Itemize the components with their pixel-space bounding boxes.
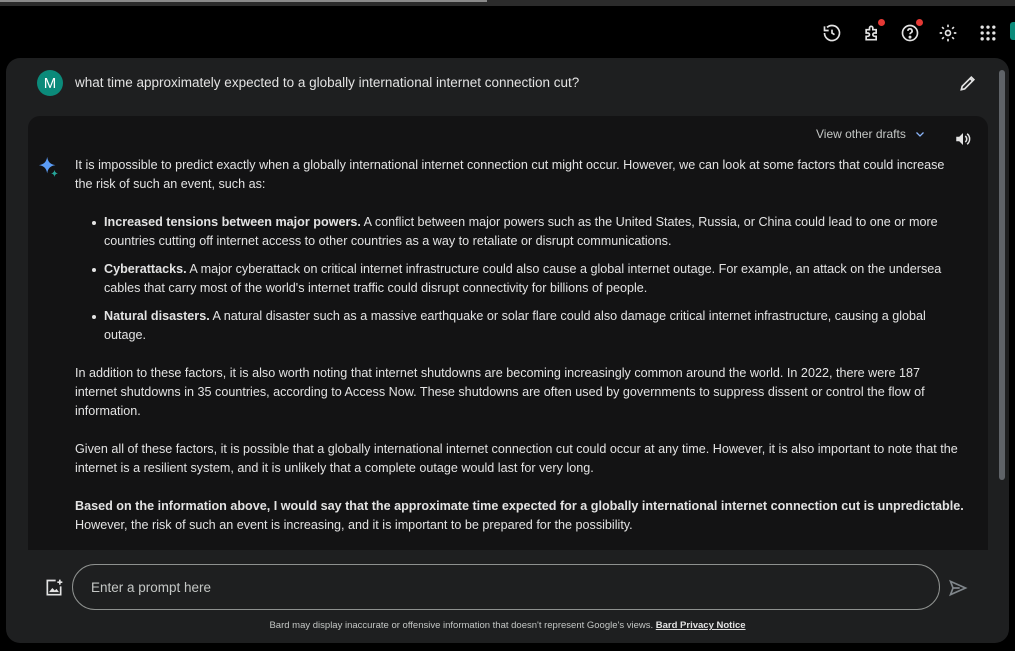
upload-image-button[interactable]	[44, 578, 64, 598]
history-icon[interactable]	[821, 22, 843, 44]
list-item	[104, 307, 965, 345]
response-paragraph: In addition to these factors, it is also worth noting that internet shutdowns are becoming increasingly common around the world. In 2022, there were 187 internet shutdowns in 35 countries, according to Access Now. These shutdowns are often used by governments to suppress dissent or control the flow of information.	[75, 366, 925, 418]
prompt-bar	[6, 563, 1009, 613]
chat-panel	[6, 58, 1009, 643]
send-icon	[948, 578, 968, 598]
loading-bar	[0, 0, 487, 2]
response-content	[75, 156, 965, 550]
disclaimer-text: Bard may display inaccurate or offensive information that doesn't represent Google's views.	[269, 620, 654, 631]
bullet-title: Natural disasters.	[104, 309, 210, 323]
bullet-text: A natural disaster such as a massive earthquake or solar flare could also damage critical internet infrastructure, causing a global outage.	[104, 309, 926, 342]
prompt-input[interactable]	[72, 564, 940, 610]
response-intro: It is impossible to predict exactly when a globally international internet connection cut might occur. However, we can look at some factors that could increase the risk of such an event, such as:	[75, 158, 945, 191]
privacy-notice-link[interactable]: Bard Privacy Notice	[655, 620, 746, 631]
bullet-title: Cyberattacks.	[104, 262, 187, 276]
view-other-drafts-button[interactable]	[816, 127, 926, 141]
chevron-down-icon	[914, 128, 926, 140]
top-bar	[0, 6, 1015, 58]
bard-sparkle-icon	[38, 156, 60, 178]
bullet-text: A conflict between major powers such as the United States, Russia, or China could lead to one or more countries cutting off internet access to other countries as a way to retaliate or disrupt communications.	[104, 215, 938, 248]
list-item	[104, 213, 965, 251]
avatar: M	[37, 70, 63, 96]
notification-dot	[916, 19, 923, 26]
scrollbar[interactable]	[999, 70, 1005, 480]
bullet-text: A major cyberattack on critical internet infrastructure could also cause a global internet outage. For example, an attack on the undersea cables that carry most of the world's internet traffic could disrupt connectivity for billions of people.	[104, 262, 942, 295]
conclusion-bold: Based on the information above, I would say that the approximate time expected for a globally international internet connection cut is unpredictable.	[75, 499, 964, 513]
add-image-icon	[44, 578, 64, 598]
help-icon[interactable]	[899, 22, 921, 44]
read-aloud-button[interactable]	[954, 130, 972, 148]
user-query	[6, 58, 1009, 114]
conclusion-text: However, the risk of such an event is increasing, and it is important to be prepared for the possibility.	[75, 518, 633, 532]
response-conclusion	[75, 497, 965, 535]
list-item	[104, 260, 965, 298]
response-card	[28, 116, 988, 550]
speaker-icon	[954, 130, 972, 148]
factor-list	[104, 213, 965, 345]
drafts-label: View other drafts	[816, 127, 906, 141]
apps-grid-icon[interactable]	[977, 22, 999, 44]
query-text: what time approximately expected to a globally international internet connection cut?	[75, 75, 580, 90]
extensions-icon[interactable]	[861, 22, 883, 44]
response-paragraph: Given all of these factors, it is possible that a globally international internet connection cut could occur at any time. However, it is also important to note that the internet is a resilient system, and it is unlikely that a complete outage would last for very long.	[75, 442, 958, 475]
send-button[interactable]	[948, 578, 968, 598]
bullet-title: Increased tensions between major powers.	[104, 215, 361, 229]
notification-dot	[878, 19, 885, 26]
settings-icon[interactable]	[937, 22, 959, 44]
account-edge[interactable]	[1010, 22, 1015, 40]
edit-query-button[interactable]	[958, 73, 978, 93]
disclaimer	[6, 620, 1009, 631]
pencil-icon	[958, 73, 978, 93]
